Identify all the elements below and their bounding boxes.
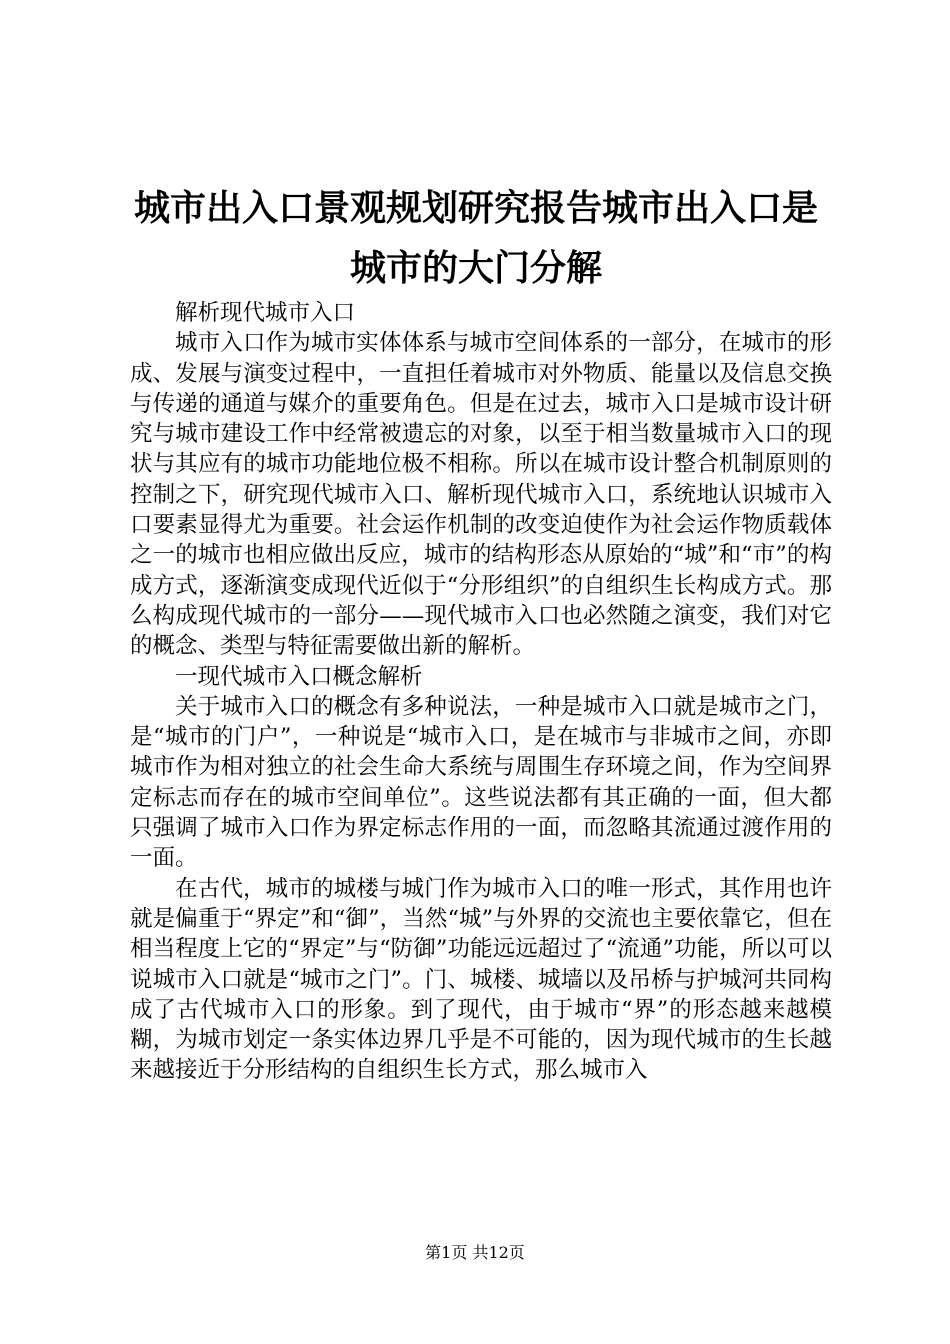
page-number-footer: 第1页 共12页 <box>425 1243 525 1262</box>
document-body <box>130 298 832 1086</box>
paragraph: 在古代，城市的城楼与城门作为城市入口的唯一形式，其作用也许就是偏重于“界定”和“御”，当然“城”与外界的交流也主要依靠它，但在相当程度上它的“界定”与“防御”功能远远超过了“流通”功能，所以可以说城市入口就是“城市之门”。门、城楼、城墙以及吊桥与护城河共同构成了古代城市入口的形象。到了现代，由于城市“界”的形态越来越模糊，为城市划定一条实体边界几乎是不可能的，因为现代城市的生长越来越接近于分形结构的自组织生长方式，那么城市入 <box>130 875 832 1084</box>
paragraph-section-heading: 解析现代城市入口 <box>175 300 356 326</box>
document-title: 城市出入口景观规划研究报告城市出入口是城市的大门分解 <box>133 187 818 289</box>
paragraph-subsection-heading: 一现代城市入口概念解析 <box>175 663 423 690</box>
paragraph: 城市入口作为城市实体体系与城市空间体系的一部分，在城市的形成、发展与演变过程中，一直担任着城市对外物质、能量以及信息交换与传递的通道与媒介的重要角色。但是在过去，城市入口是城市设计研究与城市建设工作中经常被遗忘的对象，以至于相当数量城市入口的现状与其应有的城市功能地位极不相称。所以在城市设计整合机制原则的控制之下，研究现代城市入口、解析现代城市入口，系统地认识城市入口要素显得尤为重要。社会运作机制的改变迫使作为社会运作物质载体之一的城市也相应做出反应，城市的结构形态从原始的“城”和“市”的构成方式，逐渐演变成现代近似于“分形组织”的自组织生长构成方式。那么构成现代城市的一部分——现代城市入口也必然随之演变，我们对它的概念、类型与特征需要做出新的解析。 <box>130 330 832 660</box>
paragraph: 关于城市入口的概念有多种说法，一种是城市入口就是城市之门，是“城市的门户”，一种说是“城市入口，是在城市与非城市之间，亦即城市作为相对独立的社会生命大系统与周围生存环境之间，作为空间界定标志而存在的城市空间单位”。这些说法都有其正确的一面，但大都只强调了城市入口作为界定标志作用的一面，而忽略其流通过渡作用的一面。 <box>130 693 832 872</box>
